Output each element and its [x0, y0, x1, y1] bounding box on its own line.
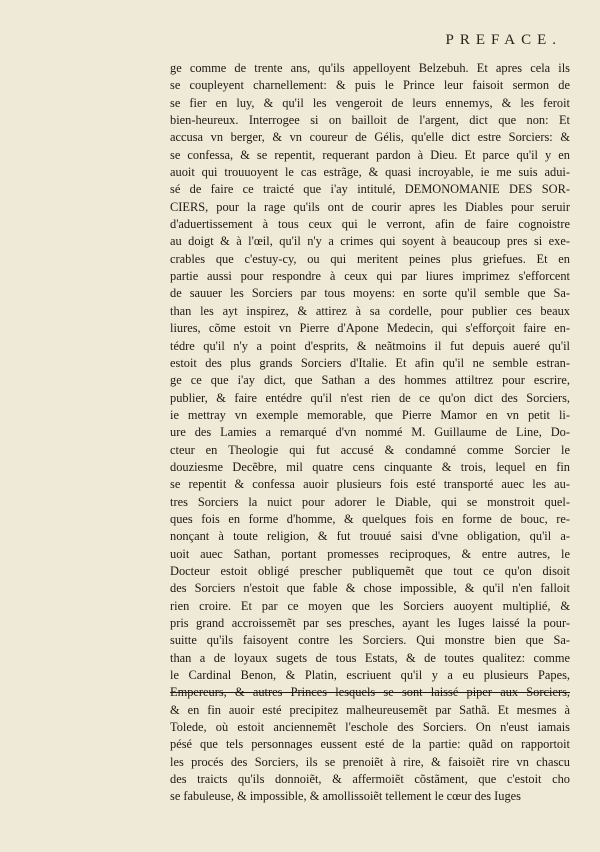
text-line: au doigt & à l'œil, qu'il n'y a crimes qui soyent à beaucoup pres si exe- — [170, 234, 570, 249]
text-line: uoit auec Sathan, portant promesses reciproques, & entre autres, le — [170, 546, 570, 561]
text-line: ie mettray vn exemple memorable, que Pierre Mamor en vn petit li- — [170, 407, 570, 422]
text-line: Tolede, où estoit anciennemẽt l'eschole des Sorciers. On n'eust iamais — [170, 720, 570, 735]
body-text — [170, 60, 570, 806]
text-line: suitte qu'ils faisoyent contre les Sorciers. Qui monstre bien que Sa- — [170, 633, 570, 648]
text-line: les procés des Sorciers, ils se prenoiẽt à rire, & faisoiẽt rire vn chascu — [170, 754, 570, 769]
text-line: se repentit & confessa auoir plusieurs fois esté transporté auec les au- — [170, 477, 570, 492]
text-line: bien-heureux. Interrogee si on bailloit de l'argent, dict que non: Et — [170, 113, 570, 128]
text-line-underscored: Empereurs, & autres Princes lesquels se sont laissé piper aux Sorciers, — [170, 685, 570, 700]
text-line: le Cardinal Benon, & Platin, escriuent qu'il y a eu plusieurs Papes, — [170, 668, 570, 683]
text-line: & en fin auoir esté precipitez malheureusemẽt par Sathã. Et mesmes à — [170, 702, 570, 717]
text-line: pésé que tels personnages eussent esté de la partie: quãd on rapportoit — [170, 737, 570, 752]
text-line: crables que c'estuy-cy, ou qui meritent peines plus griefues. Et en — [170, 251, 570, 266]
text-line: tres Sorciers la nuict pour adorer le Diable, qui se monstroit quel- — [170, 494, 570, 509]
text-line: than les ayt inspirez, & attirez à sa cordelle, pour publier ces beaux — [170, 303, 570, 318]
text-line: de sauuer les Sorciers par tous moyens: en sorte qu'il semble que Sa- — [170, 286, 570, 301]
text-line: se fabuleuse, & impossible, & amollissoiẽt tellement le cœur des Iuges — [170, 789, 521, 804]
text-line: rien croire. Et par ce moyen que les Sorciers auoyent multiplié, & — [170, 598, 570, 613]
text-line: ge ce que i'ay dict, que Sathan a des hommes attiltrez pour escrire, — [170, 373, 570, 388]
text-line: cteur en Theologie qui fut accusé & condamné comme Sorcier le — [170, 442, 570, 457]
text-line: sé de faire ce traicté que i'ay intitulé, DEMONOMANIE DES SOR- — [170, 182, 570, 197]
text-line: tédre qu'il n'y a point d'esprits, & neãtmoins il fut depuis aueré qu'il — [170, 338, 570, 353]
text-line: nonçant à toute religion, & fut trouué saisi d'vne obligation, qu'il a- — [170, 529, 570, 544]
text-line: d'aduertissement à tous ceux qui le verront, afin de faire cognoistre — [170, 217, 570, 232]
text-line: estoit des plus grands Sorciers d'Italie. Et afin qu'il ne semble estran- — [170, 355, 570, 370]
text-line: ge comme de trente ans, qu'ils appelloyent Belzebuh. Et apres cela ils — [170, 61, 570, 75]
text-line: liures, cõme estoit vn Pierre d'Apone Medecin, qui s'efforçoit faire en- — [170, 321, 570, 336]
text-line: ques fois en forme d'homme, & quelques fois en forme de bouc, re- — [170, 511, 570, 526]
text-line: se coupleyent charnellement: & puis le Prince leur faisoit sermon de — [170, 78, 570, 93]
text-line: ure des Lamies a remarqué d'vn nommé M. Guillaume de Line, Do- — [170, 425, 570, 440]
text-line: auoit qui trouuoyent le cas estrãge, & quasi incroyable, ie me suis adui- — [170, 165, 570, 180]
text-line: publier, & faire entédre qu'il n'est rien de ce qu'on dict des Sorciers, — [170, 390, 570, 405]
text-line: des Sorciers n'estoit que fable & chose impossible, & qu'il n'en falloit — [170, 581, 570, 596]
running-head: PREFACE. — [445, 32, 562, 48]
text-line: pris grand accroissemẽt par ses presches, ayant les Iuges laissé la pour- — [170, 616, 570, 630]
text-line: accusa vn berger, & vn coureur de Gélis, qu'elle dict estre Sorciers: & — [170, 130, 570, 145]
text-line: than a de loyaux sugets de tous Estats, & de toutes qualitez: comme — [170, 650, 570, 665]
text-line: CIERS, pour la rage qu'ils ont de courir apres les Diables pour seruir — [170, 199, 570, 214]
text-line: se fier en luy, & qu'il les vengeroit de leurs ennemys, & les feroit — [170, 95, 570, 110]
text-line: Docteur estoit obligé prescher publiquemẽt que tout ce qu'on disoit — [170, 563, 570, 578]
text-line: des traicts qu'ils donnoiẽt, & affermoiẽt cõstãment, que c'estoit cho — [170, 772, 570, 787]
text-line: douziesme Decẽbre, mil quatre cens cinquante & trois, lequel en fin — [170, 459, 570, 474]
text-line: se confessa, & se repentit, requerant pardon à Dieu. Et parce qu'il y en — [170, 147, 570, 162]
text-line: partie aussi pour respondre à ceux qui par liures imprimez s'efforcent — [170, 269, 570, 284]
